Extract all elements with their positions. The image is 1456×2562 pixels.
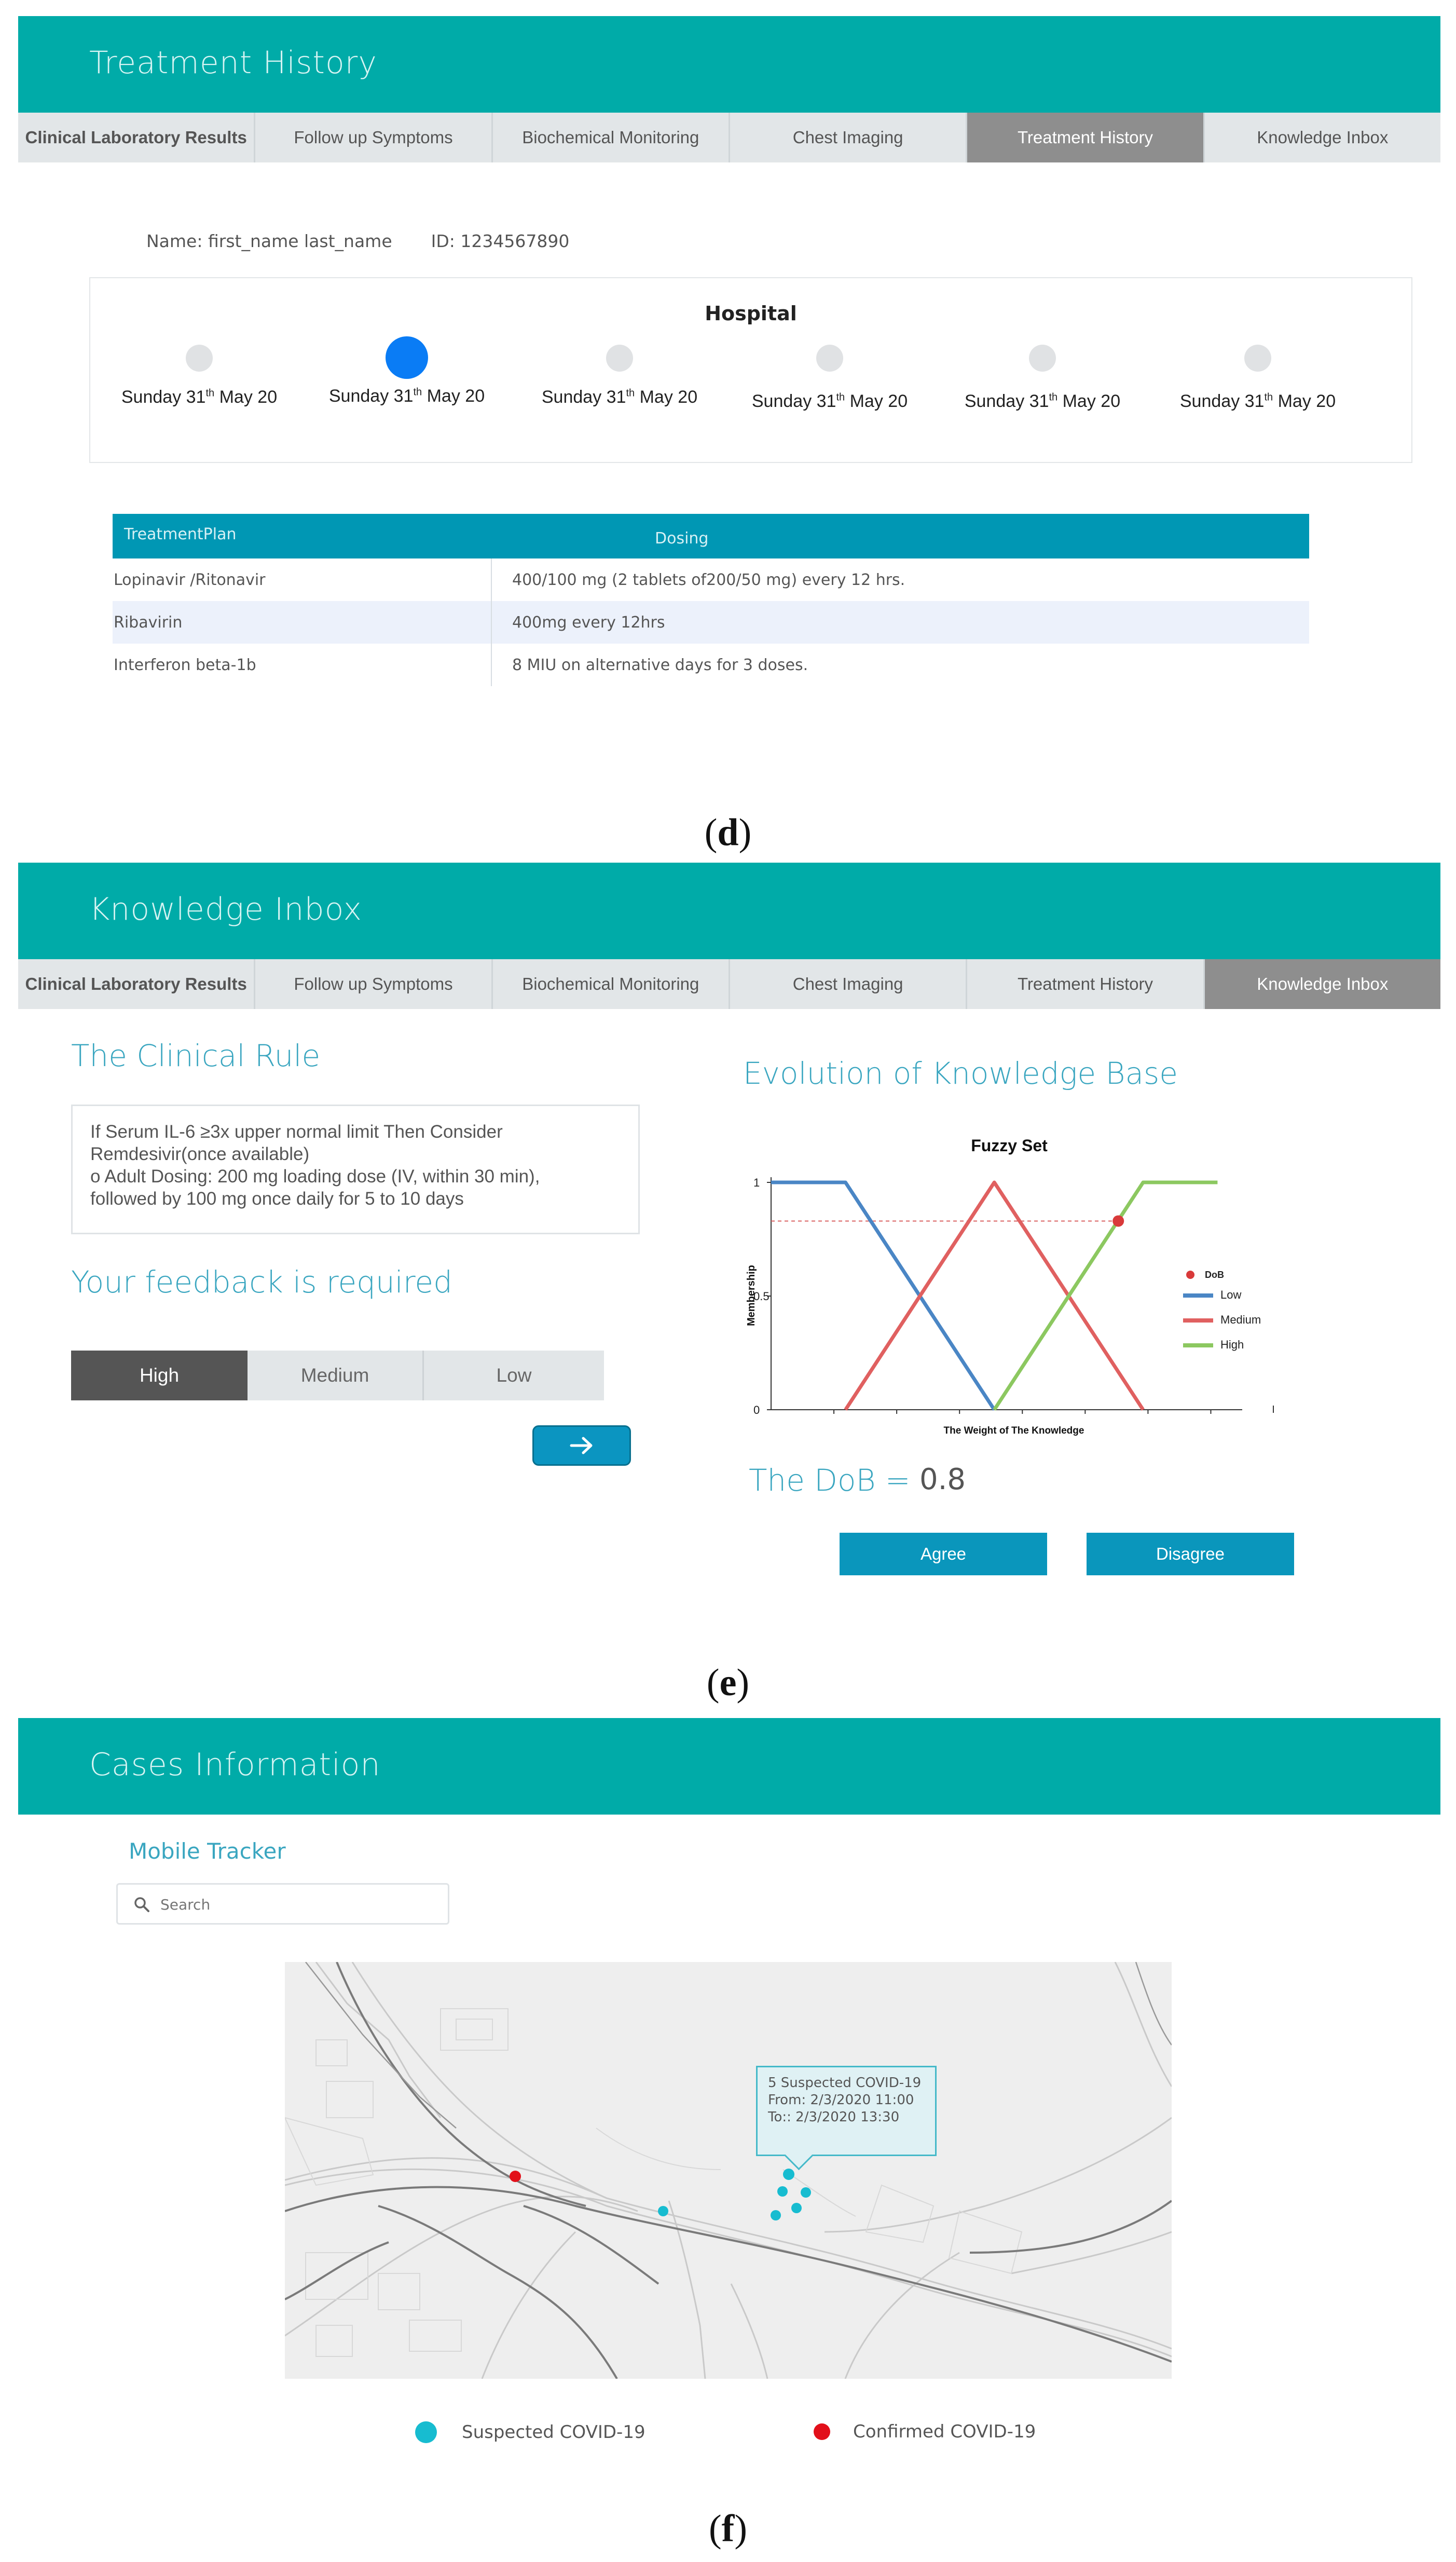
timeline-item[interactable] [1159,345,1356,412]
dosing-cell: 400mg every 12hrs [512,614,665,632]
feedback-segmented-control [71,1351,604,1400]
y-tick-label: 0.5 [753,1290,770,1303]
cases-information-header [18,1718,1440,1815]
timeline-dot[interactable] [1029,345,1056,372]
confirmed-case-marker[interactable] [510,2171,521,2182]
timeline-date: Sunday 31th May 20 [541,387,698,407]
chart-title: Fuzzy Set [971,1136,1048,1155]
y-tick-label: 0 [753,1403,760,1416]
legend-dob-label: DoB [1205,1270,1224,1280]
timeline-dot[interactable] [186,345,213,372]
treatment-plan-cell: Lopinavir /Ritonavir [114,571,266,589]
column-divider [491,558,492,601]
timeline-item[interactable] [308,336,505,406]
legend-confirmed-label: Confirmed COVID-19 [853,2421,1036,2442]
mobile-tracker-title: Mobile Tracker [129,1838,286,1864]
timeline-dot[interactable] [816,345,843,372]
tab-clinical-laboratory-results[interactable]: Clinical Laboratory Results [18,113,255,162]
tab-clinical-laboratory-results[interactable]: Clinical Laboratory Results [18,959,255,1009]
column-divider [491,601,492,644]
page-title: Knowledge Inbox [89,891,362,928]
tab-bar-e [18,959,1440,1009]
dob-value: 0.8 [919,1463,966,1496]
column-header-treatment-plan: TreatmentPlan [124,525,237,543]
case-tooltip [756,2066,937,2156]
figure-caption-f: (f) [709,2508,747,2550]
timeline-date: Sunday 31th May 20 [1179,391,1336,411]
figure-caption-d: (d) [704,811,752,854]
figure-caption-e: (e) [706,1661,750,1704]
page-title: Treatment History [89,45,377,81]
legend-suspected [415,2421,645,2443]
legend-dob-marker [1186,1271,1194,1279]
timeline-item[interactable] [731,345,928,412]
legend-label-high: High [1220,1338,1244,1351]
tab-treatment-history[interactable]: Treatment History [967,113,1204,162]
timeline-item[interactable] [521,345,718,407]
search-input[interactable] [159,1891,436,1918]
treatment-plan-cell: Interferon beta-1b [114,656,256,674]
table-row[interactable] [113,644,1309,686]
dosing-cell: 8 MIU on alternative days for 3 doses. [512,656,808,674]
feedback-low-button[interactable]: Low [424,1351,604,1400]
disagree-button[interactable]: Disagree [1087,1533,1294,1575]
arrow-right-icon [569,1435,595,1456]
submit-feedback-button[interactable] [532,1425,631,1466]
patient-name: Name: first_name last_name [146,231,392,251]
rule-line: o Adult Dosing: 200 mg loading dose (IV, within 30 min), [90,1166,540,1187]
search-icon [133,1896,150,1913]
column-header-dosing: Dosing [655,529,709,548]
dosing-cell: 400/100 mg (2 tablets of200/50 mg) every 12 hrs. [512,571,905,589]
suspected-dot-icon [415,2421,437,2443]
hospital-timeline-card [89,277,1412,463]
table-header [113,514,1309,558]
legend-label-medium: Medium [1220,1313,1261,1326]
table-row[interactable] [113,601,1309,644]
suspected-case-marker[interactable] [777,2186,788,2197]
rule-line: Remdesivir(once available) [90,1144,310,1164]
tab-knowledge-inbox[interactable]: Knowledge Inbox [1205,113,1440,162]
tab-chest-imaging[interactable]: Chest Imaging [730,113,967,162]
treatment-plan-table [113,514,1309,686]
tracker-map[interactable] [285,1962,1172,2379]
tooltip-count: 5 Suspected COVID-19 [768,2075,922,2091]
tooltip-to: To:: 2/3/2020 13:30 [768,2109,900,2125]
legend-confirmed [814,2421,1036,2442]
suspected-case-marker[interactable] [791,2203,802,2213]
feedback-high-button[interactable]: High [71,1351,248,1400]
timeline-item[interactable] [101,345,298,407]
y-tick-label: 1 [753,1176,760,1189]
suspected-case-marker[interactable] [658,2206,668,2216]
page-title: Cases Information [89,1747,381,1783]
tooltip-from: From: 2/3/2020 11:00 [768,2092,914,2108]
patient-id: ID: 1234567890 [431,231,570,251]
suspected-case-marker[interactable] [801,2187,811,2198]
feedback-medium-button[interactable]: Medium [248,1351,424,1400]
fuzzy-set-chart [723,1124,1296,1443]
hospital-title: Hospital [705,302,797,325]
tab-follow-up-symptoms[interactable]: Follow up Symptoms [255,959,492,1009]
suspected-case-marker[interactable] [771,2210,781,2220]
knowledge-inbox-header [18,863,1440,959]
tab-treatment-history[interactable]: Treatment History [967,959,1204,1009]
timeline-date: Sunday 31th May 20 [964,391,1121,411]
treatment-history-header [18,16,1440,113]
x-axis-label: The Weight of The Knowledge [943,1425,1084,1436]
treatment-plan-cell: Ribavirin [114,614,183,632]
timeline-date: Sunday 31th May 20 [121,387,278,407]
table-row[interactable] [113,558,1309,601]
y-axis-label: Membership [746,1265,757,1326]
rule-line: followed by 100 mg once daily for 5 to 10 days [90,1189,464,1209]
tab-knowledge-inbox[interactable]: Knowledge Inbox [1205,959,1440,1009]
feedback-heading: Your feedback is required [71,1264,452,1300]
legend-label-low: Low [1220,1288,1242,1301]
timeline-dot[interactable] [1244,345,1271,372]
chart-background [723,1124,1296,1443]
dob-label: The DoB = [749,1463,911,1498]
clinical-rule-heading: The Clinical Rule [71,1038,321,1073]
tab-biochemical-monitoring[interactable]: Biochemical Monitoring [493,113,730,162]
timeline-date: Sunday 31th May 20 [751,391,908,411]
map-roads [285,1962,1172,2379]
search-field[interactable] [116,1883,449,1925]
legend-suspected-label: Suspected COVID-19 [462,2422,645,2443]
tab-chest-imaging[interactable]: Chest Imaging [730,959,967,1009]
tab-bar-d [18,113,1440,162]
timeline-dot-active[interactable] [386,336,428,379]
timeline-item[interactable] [944,345,1141,412]
tab-biochemical-monitoring[interactable]: Biochemical Monitoring [493,959,730,1009]
column-divider [491,644,492,686]
confirmed-dot-icon [814,2423,830,2440]
evolution-heading: Evolution of Knowledge Base [743,1056,1178,1091]
agree-button[interactable]: Agree [840,1533,1047,1575]
timeline-dot[interactable] [606,345,633,372]
tab-follow-up-symptoms[interactable]: Follow up Symptoms [255,113,492,162]
fuzzy-set-svg [723,1124,1296,1443]
dob-point [1112,1215,1124,1227]
timeline-date: Sunday 31th May 20 [328,386,485,406]
rule-line: If Serum IL-6 ≥3x upper normal limit Then Consider [90,1122,503,1142]
patient-info [146,231,569,251]
suspected-case-marker[interactable] [783,2169,794,2180]
clinical-rule-text [71,1105,640,1234]
